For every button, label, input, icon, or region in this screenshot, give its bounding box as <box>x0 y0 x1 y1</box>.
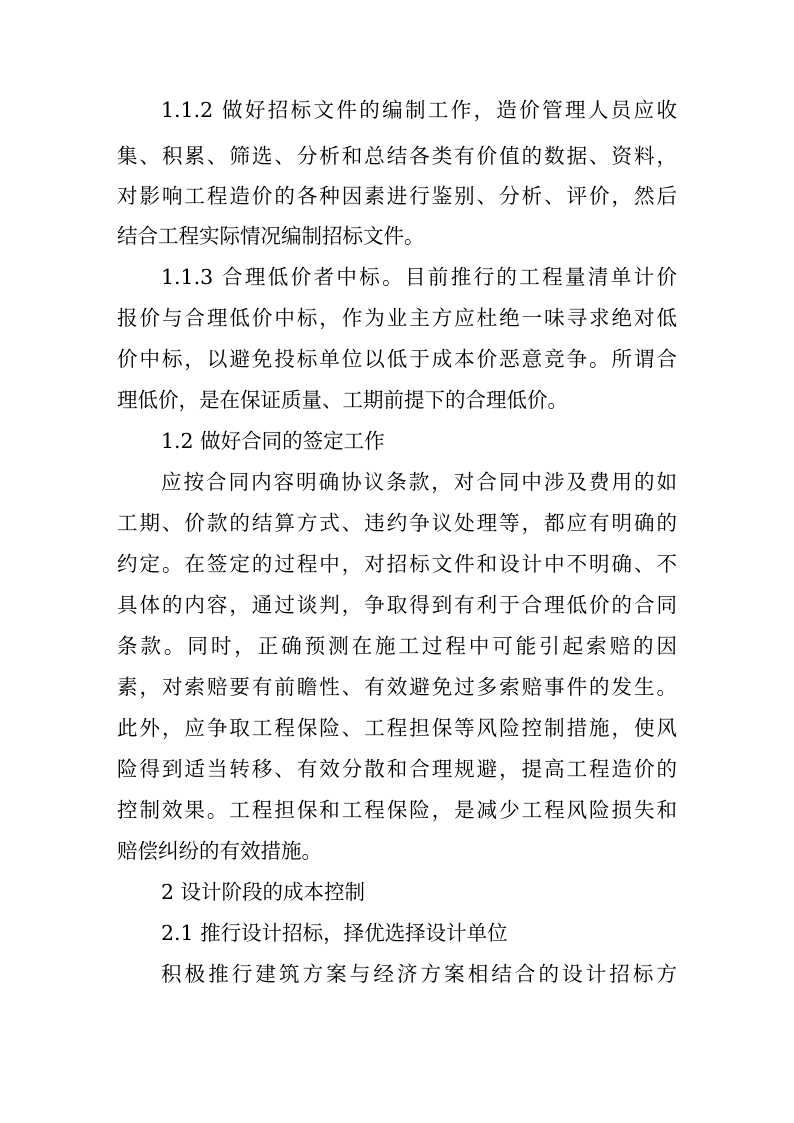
paragraph-3-line-8: 险得到适当转移、有效分散和合理规避，提高工程造价的 <box>117 757 677 781</box>
section-heading-2: 2 设计阶段的成本控制 <box>161 880 366 904</box>
paragraph-3-line-7: 此外，应争取工程保险、工程担保等风险控制措施，使风 <box>117 716 677 740</box>
paragraph-3-line-3: 约定。在签定的过程中，对招标文件和设计中不明确、不 <box>117 552 677 576</box>
paragraph-3-line-10: 赔偿纠纷的有效措施。 <box>117 839 322 863</box>
paragraph-2-line-4: 理低价，是在保证质量、工期前提下的合理低价。 <box>117 388 568 412</box>
paragraph-3-line-5: 条款。同时，正确预测在施工过程中可能引起索赔的因 <box>117 634 677 658</box>
paragraph-3-line-4: 具体的内容，通过谈判，争取得到有利于合理低价的合同 <box>117 593 677 617</box>
paragraph-2-line-2: 报价与合理低价中标，作为业主方应杜绝一味寻求绝对低 <box>117 306 677 330</box>
section-heading-2-1: 2.1 推行设计招标，择优选择设计单位 <box>161 921 508 945</box>
paragraph-3-line-6: 素，对索赔要有前瞻性、有效避免过多索赔事件的发生。 <box>117 675 677 699</box>
section-heading-1-2: 1.2 做好合同的签定工作 <box>161 429 385 453</box>
paragraph-1-line-2: 集、积累、筛选、分析和总结各类有价值的数据、资料， <box>117 144 677 168</box>
paragraph-1-line-1: 1.1.2 做好招标文件的编制工作，造价管理人员应收 <box>161 98 677 122</box>
paragraph-3-line-2: 工期、价款的结算方式、违约争议处理等，都应有明确的 <box>117 511 677 535</box>
paragraph-3-line-9: 控制效果。工程担保和工程保险，是减少工程风险损失和 <box>117 798 677 822</box>
paragraph-4-line-1: 积极推行建筑方案与经济方案相结合的设计招标方 <box>161 962 677 986</box>
paragraph-2-line-3: 价中标，以避免投标单位以低于成本价恶意竞争。所谓合 <box>117 347 677 371</box>
paragraph-3-line-1: 应按合同内容明确协议条款，对合同中涉及费用的如 <box>161 470 677 494</box>
paragraph-1-line-3: 对影响工程造价的各种因素进行鉴别、分析、评价，然后 <box>117 184 677 208</box>
paragraph-1-line-4: 结合工程实际情况编制招标文件。 <box>117 224 425 248</box>
paragraph-2-line-1: 1.1.3 合理低价者中标。目前推行的工程量清单计价 <box>161 265 677 289</box>
